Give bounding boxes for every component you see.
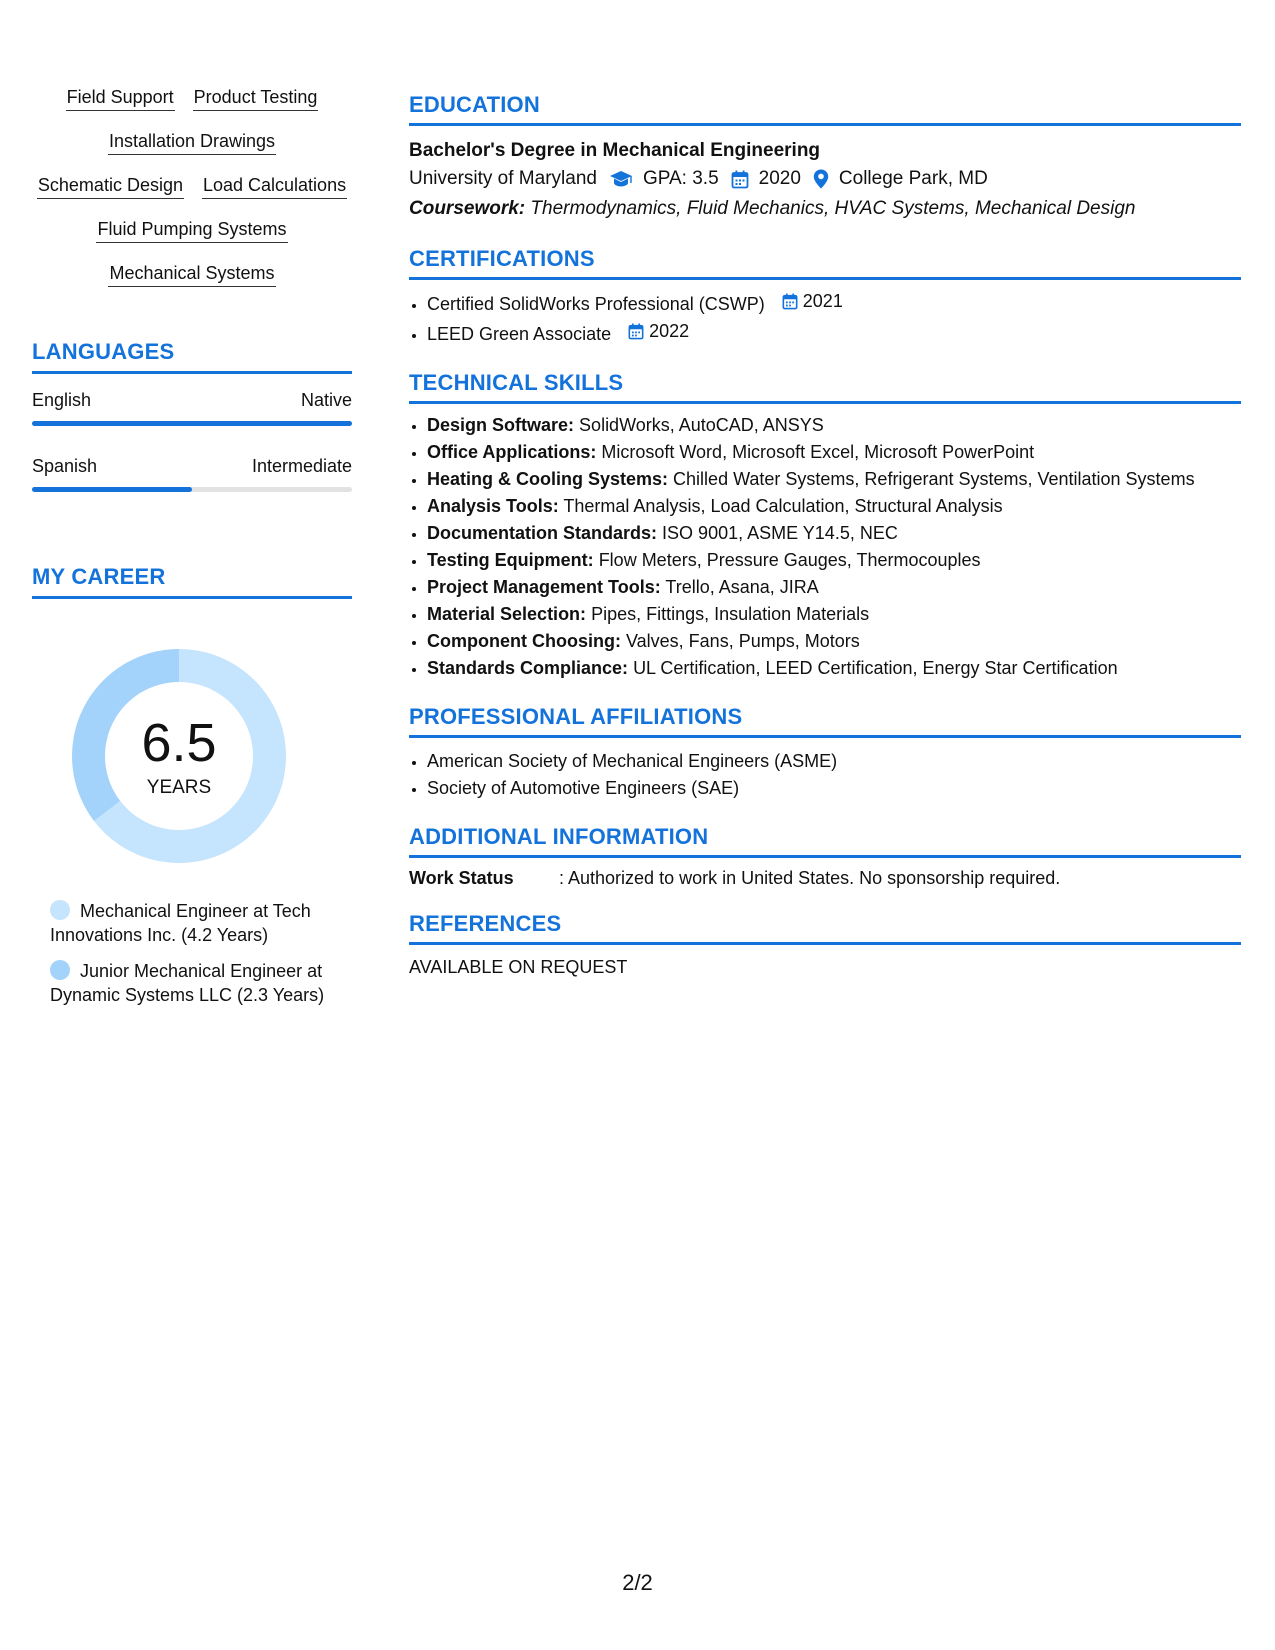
certifications-section <box>409 246 1241 348</box>
certification-item <box>427 288 1241 318</box>
references-section <box>409 911 1241 978</box>
language-level-bar <box>32 421 352 426</box>
main-content <box>409 92 1241 978</box>
education-section <box>409 92 1241 224</box>
skill-values: Valves, Fans, Pumps, Motors <box>625 631 860 651</box>
career-legend <box>50 899 340 1007</box>
skill-values: Pipes, Fittings, Insulation Materials <box>591 604 870 624</box>
page-number: 2/2 <box>622 1570 653 1595</box>
skill-category: Office Applications: <box>427 442 597 462</box>
coursework <box>409 194 1241 224</box>
skill-category: Documentation Standards: <box>427 523 658 543</box>
references-text: AVAILABLE ON REQUEST <box>409 957 628 977</box>
career-legend-item <box>50 899 340 947</box>
technical-skill-item <box>427 601 1241 628</box>
certification-item <box>427 318 1241 348</box>
skill-category: Material Selection: <box>427 604 587 624</box>
language-level: Native <box>300 390 352 410</box>
technical-skill-item <box>427 628 1241 655</box>
skill-values: Microsoft Word, Microsoft Excel, Microsoft PowerPoint <box>601 442 1035 462</box>
references-heading: REFERENCES <box>409 911 1241 945</box>
calendar-icon <box>731 170 749 189</box>
school-name: University of Maryland <box>409 168 597 189</box>
career-donut-chart <box>66 643 292 869</box>
graduation-year: 2020 <box>758 168 801 189</box>
skill-tag: Load Calculations <box>202 172 347 199</box>
career-total-years: 6.5 <box>141 713 217 773</box>
legend-dot <box>50 960 70 980</box>
skill-category: Component Choosing: <box>427 631 621 651</box>
language-level-fill <box>32 421 352 426</box>
skill-tag: Schematic Design <box>37 172 184 199</box>
certification-name: Certified SolidWorks Professional (CSWP) <box>427 294 765 314</box>
skill-values: Flow Meters, Pressure Gauges, Thermocouples <box>598 550 981 570</box>
additional-info-heading: ADDITIONAL INFORMATION <box>409 824 1241 858</box>
career-legend-item <box>50 959 340 1007</box>
skill-tag: Mechanical Systems <box>108 260 275 287</box>
calendar-icon <box>628 323 644 340</box>
certification-year: 2021 <box>802 291 843 311</box>
technical-skill-item <box>427 466 1241 493</box>
work-status-value: : Authorized to work in United States. No sponsorship required. <box>559 868 1061 888</box>
language-name: Spanish <box>32 456 98 476</box>
technical-skills-heading: TECHNICAL SKILLS <box>409 370 1241 404</box>
certifications-list <box>409 288 1241 348</box>
language-item <box>32 456 352 492</box>
degree-title: Bachelor's Degree in Mechanical Engineering <box>409 140 821 161</box>
additional-info-section <box>409 824 1241 889</box>
affiliations-heading: PROFESSIONAL AFFILIATIONS <box>409 704 1241 738</box>
skill-category: Design Software: <box>427 415 575 435</box>
language-level-fill <box>32 487 192 492</box>
technical-skill-item <box>427 574 1241 601</box>
skill-tag: Product Testing <box>193 84 319 111</box>
language-level-bar <box>32 487 352 492</box>
skill-category: Project Management Tools: <box>427 577 661 597</box>
legend-dot <box>50 900 70 920</box>
career-legend-label: Junior Mechanical Engineer at Dynamic Systems LLC (2.3 Years) <box>50 961 325 1005</box>
technical-skills-section <box>409 370 1241 682</box>
career-heading: MY CAREER <box>32 564 352 599</box>
technical-skill-item <box>427 412 1241 439</box>
language-name: English <box>32 390 92 410</box>
technical-skill-item <box>427 439 1241 466</box>
skill-values: Chilled Water Systems, Refrigerant Systems, Ventilation Systems <box>673 469 1195 489</box>
skill-category: Testing Equipment: <box>427 550 594 570</box>
skill-values: Trello, Asana, JIRA <box>665 577 819 597</box>
skill-values: Thermal Analysis, Load Calculation, Structural Analysis <box>563 496 1003 516</box>
skill-category: Analysis Tools: <box>427 496 559 516</box>
gpa: GPA: 3.5 <box>642 168 719 189</box>
languages-section <box>32 339 352 492</box>
coursework-list: Thermodynamics, Fluid Mechanics, HVAC Systems, Mechanical Design <box>530 198 1136 219</box>
technical-skill-item <box>427 655 1241 682</box>
technical-skill-item <box>427 493 1241 520</box>
skill-tags <box>32 84 352 287</box>
language-item <box>32 390 352 426</box>
career-years-unit: YEARS <box>146 777 212 798</box>
career-legend-label: Mechanical Engineer at Tech Innovations Inc. (4.2 Years) <box>50 901 311 945</box>
technical-skills-list <box>409 412 1241 682</box>
technical-skill-item <box>427 520 1241 547</box>
languages-heading: LANGUAGES <box>32 339 352 374</box>
affiliations-list <box>409 748 1241 802</box>
skill-tag: Fluid Pumping Systems <box>96 216 287 243</box>
affiliations-section <box>409 704 1241 802</box>
career-section <box>32 564 352 1007</box>
technical-skill-item <box>427 547 1241 574</box>
skill-tag: Installation Drawings <box>108 128 276 155</box>
affiliation-item: • American Society of Mechanical Engineers (ASME) <box>427 748 1241 775</box>
skill-values: SolidWorks, AutoCAD, ANSYS <box>579 415 824 435</box>
skill-values: ISO 9001, ASME Y14.5, NEC <box>662 523 898 543</box>
school-location: College Park, MD <box>838 168 988 189</box>
certification-year: 2022 <box>649 321 690 341</box>
coursework-label: Coursework: <box>409 198 526 219</box>
affiliation-item: • Society of Automotive Engineers (SAE) <box>427 775 1241 802</box>
certification-name: LEED Green Associate <box>427 324 612 344</box>
calendar-icon <box>782 293 798 310</box>
skill-category: Standards Compliance: <box>427 658 629 678</box>
education-meta <box>409 164 1241 194</box>
certifications-heading: CERTIFICATIONS <box>409 246 1241 280</box>
sidebar <box>32 84 352 1019</box>
education-heading: EDUCATION <box>409 92 1241 126</box>
work-status-row <box>409 868 1241 889</box>
location-pin-icon <box>813 169 829 189</box>
skill-tag: Field Support <box>66 84 175 111</box>
skill-category: Heating & Cooling Systems: <box>427 469 669 489</box>
graduation-cap-icon <box>609 170 633 188</box>
language-level: Intermediate <box>251 456 352 476</box>
work-status-label: Work Status <box>409 868 514 888</box>
skill-values: UL Certification, LEED Certification, Energy Star Certification <box>633 658 1118 678</box>
